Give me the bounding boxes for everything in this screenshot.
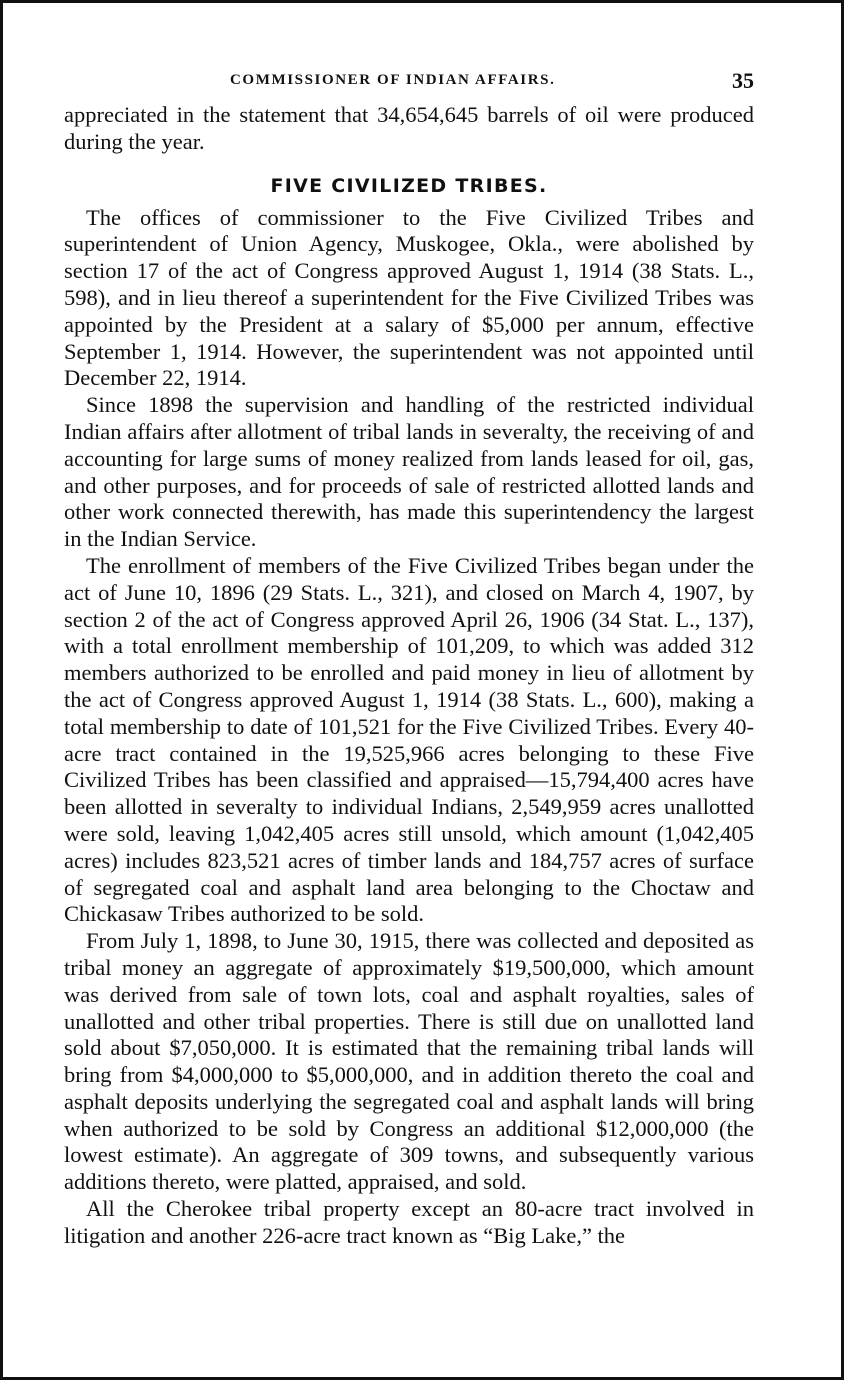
page-body [64,102,754,1250]
page-border-left [0,0,3,1380]
paragraph-offices-abolished: The offices of commissioner to the Five Civilized Tribes and superintendent of Union Agency, Muskogee, Okla., were abolished by section 17 of the act of Congress approved August 1, 1914 (38 Stats. L., 598), and in lieu thereof a superintendent for the Five Civilized Tribes was appointed by the President at a salary of $5,000 per annum, effective September 1, 1914. However, the superintendent was not appointed until December 22, 1914. [64,204,754,391]
section-heading: FIVE CIVILIZED TRIBES. [270,174,548,197]
running-title: COMMISSIONER OF INDIAN AFFAIRS. [230,72,556,88]
paragraph-tribal-money: From July 1, 1898, to June 30, 1915, there was collected and deposited as tribal money an aggregate of approximately $19,500,000, which amount was derived from sale of town lots, coal and asphalt royalties, sales of unallotted and other tribal properties. There is still due on unallotted land sold about $7,050,000. It is estimated that the remaining tribal lands will bring from $4,000,000 to $5,000,000, and in addition thereto the coal and asphalt deposits underlying the segregated coal and asphalt lands will bring when authorized to be sold by Congress an additional $12,000,000 (the lowest estimate). An aggregate of 309 towns, and subsequently various additions thereto, were platted, appraised, and sold. [64,928,754,1195]
page-border-top [0,0,844,3]
paragraph-enrollment: The enrollment of members of the Five Civilized Tribes began under the act of June 10, 1896 (29 Stats. L., 321), and closed on March 4, 1907, by section 2 of the act of Congress approved April 26, 1906 (34 Stat. L., 137), with a total enrollment membership of 101,209, to which was added 312 members authorized to be enrolled and paid money in lieu of allotment by the act of Congress approved August 1, 1914 (38 Stats. L., 600), making a total membership to date of 101,521 for the Five Civilized Tribes. Every 40-acre tract contained in the 19,525,966 acres belonging to these Five Civilized Tribes has been classified and appraised—15,794,400 acres have been allotted in severalty to individual Indians, 2,549,959 acres unallotted were sold, leaving 1,042,405 acres still unsold, which amount (1,042,405 acres) includes 823,521 acres of timber lands and 184,757 acres of surface of segregated coal and asphalt land area belonging to the Choctaw and Chickasaw Tribes authorized to be sold. [64,552,754,927]
paragraph-superintendency: Since 1898 the supervision and handling of the restricted individual Indian affairs after allotment of tribal lands in severalty, the receiving of and accounting for large sums of money realized from lands leased for oil, gas, and other purposes, and for proceeds of sale of restricted allotted lands and other work connected therewith, has made this superintendency the largest in the Indian Service. [64,392,754,552]
document-page [64,62,754,1250]
running-head [64,62,754,102]
opening-paragraph: appreciated in the statement that 34,654,645 barrels of oil were produced during the year. [64,102,754,154]
page-number: 35 [732,68,754,93]
paragraph-cherokee-property: All the Cherokee tribal property except an 80-acre tract involved in litigation and another 226-acre tract known as “Big Lake,” the [64,1196,754,1248]
